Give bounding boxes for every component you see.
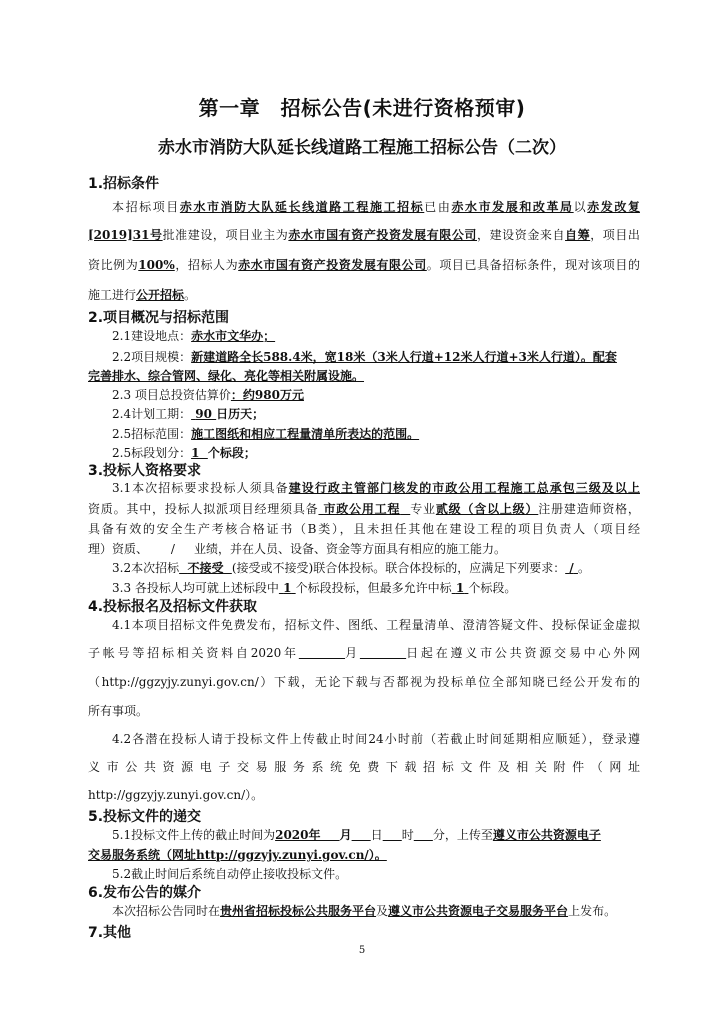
s4-line-3: （http://ggzyjy.zunyi.gov.cn/）下载，无论下载与否都视为投标单位全部知晓已经公开发布的 [88, 675, 640, 689]
s4-line-7: http://ggzyjy.zunyi.gov.cn/）。 [88, 788, 264, 802]
announcement-title: 赤水市消防大队延长线道路工程施工招标公告（二次） [158, 138, 566, 158]
s3-bids: 3.3 各投标人均可就上述标段中 1 个标段投标，但最多允许中标 1 个标段。 [112, 581, 517, 595]
section-6-heading: 6.发布公告的媒介 [88, 885, 202, 901]
section-2-heading: 2.项目概况与招标范围 [88, 310, 230, 326]
s5-auto-stop: 5.2截止时间后系统自动停止接收投标文件。 [112, 867, 348, 881]
s2-duration: 2.4计划工期： 90 日历天； [112, 407, 265, 421]
s2-lots: 2.5标段划分：1 个标段； [112, 446, 256, 460]
s3-line-2: 资质。其中，投标人拟派项目经理须具备 市政公用工程 专业贰级（含以上级）注册建造师资格， [88, 502, 640, 516]
section-4-heading: 4.投标报名及招标文件获取 [88, 599, 258, 615]
s3-line-4: 理）资质、 / 业绩，并在人员、设备、资金等方面具有相应的施工能力。 [88, 542, 507, 556]
section-3-heading: 3.投标人资格要求 [88, 463, 202, 479]
section-1-heading: 1.招标条件 [88, 176, 160, 192]
s2-scope: 2.5招标范围：施工图纸和相应工程量清单所表达的范围。 [112, 427, 420, 441]
s4-line-2: 子帐号等招标相关资料自2020年 月 日起在遵义市公共资源交易中心外网 [88, 646, 640, 660]
s1-line-2: [2019]31号批准建设，项目业主为赤水市国有资产投资发展有限公司，建设资金来自自筹，项目出 [88, 228, 640, 242]
s4-line-4: 所有事项。 [88, 704, 149, 718]
s6-media: 本次招标公告同时在贵州省招标投标公共服务平台及遵义市公共资源电子交易服务平台上发布。 [112, 904, 617, 918]
s2-investment: 2.3 项目总投资估算价：约980万元 [112, 388, 304, 402]
s3-line-3: 具备有效的安全生产考核合格证书（B类），且未担任其他在建设工程的项目负责人（项目经 [88, 522, 640, 536]
s4-line-6: 义市公共资源电子交易服务系统免费下载招标文件及相关附件（网址 [88, 760, 640, 774]
s4-line-1: 4.1本项目招标文件免费发布，招标文件、图纸、工程量清单、澄清答疑文件、投标保证金虚拟 [112, 618, 640, 632]
s5-deadline: 5.1投标文件上传的截止时间为2020年 月 日 时 分，上传至遵义市公共资源电子 [112, 828, 601, 842]
s3-line-1: 3.1本次招标要求投标人须具备建设行政主管部门核发的市政公用工程施工总承包三级及以上 [112, 481, 640, 495]
s1-line-3: 资比例为100%，招标人为赤水市国有资产投资发展有限公司。项目已具备招标条件，现对该项目的 [88, 258, 640, 272]
s2-location: 2.1建设地点：赤水市文华办； [112, 329, 276, 343]
s2-scale: 2.2项目规模：新建道路全长588.4米，宽18米（3米人行道+12米人行道+3米人行道）。配套 [112, 350, 617, 364]
page-number: 5 [358, 945, 366, 956]
s5-system: 交易服务系统（网址http://ggzyjy.zunyi.gov.cn/）。 [88, 848, 387, 862]
s4-line-5: 4.2各潜在投标人请于投标文件上传截止时间24小时前（若截止时间延期相应顺延），登录遵 [112, 732, 640, 746]
section-5-heading: 5.投标文件的递交 [88, 809, 202, 825]
s2-scale-cont: 完善排水、综合管网、绿化、亮化等相关附属设施。 [88, 369, 365, 383]
s3-consortium: 3.2本次招标 不接受 (接受或不接受)联合体投标。联合体投标的，应满足下列要求： / 。 [112, 561, 590, 575]
s1-line-4: 施工进行公开招标。 [88, 288, 197, 302]
s1-line-1: 本招标项目赤水市消防大队延长线道路工程施工招标已由赤水市发展和改革局以赤发改复 [112, 200, 640, 214]
section-7-heading: 7.其他 [88, 925, 132, 941]
chapter-title: 第一章 招标公告(未进行资格预审) [198, 96, 526, 120]
